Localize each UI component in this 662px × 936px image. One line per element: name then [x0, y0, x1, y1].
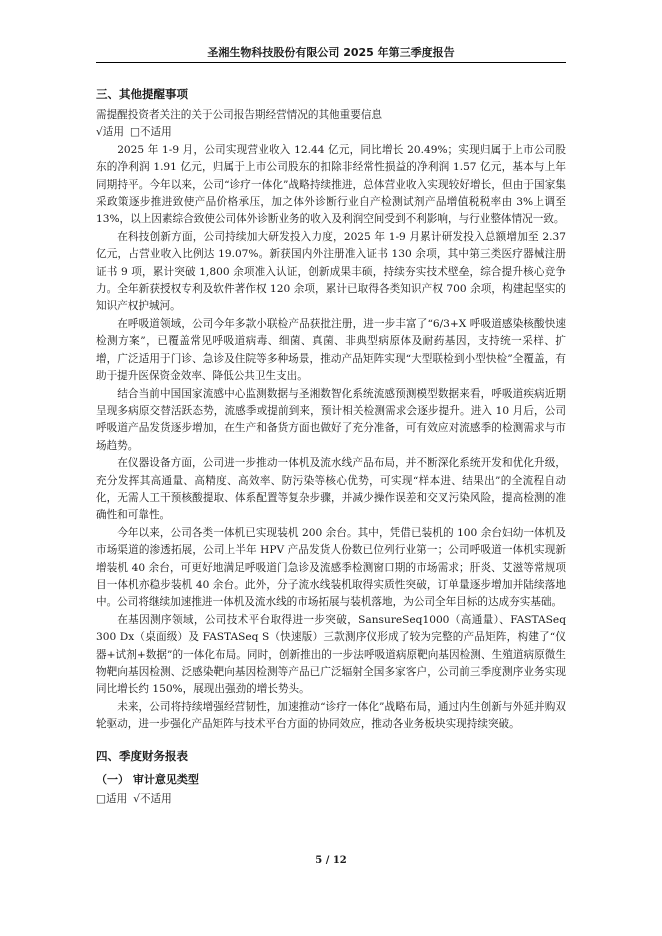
paragraph: 今年以来，公司各类一体机已实现装机 200 余台。其中，凭借已装机的 100 余台妇幼一体机及市场渠道的渗透拓展，公司上半年 HPV 产品发货人份数已位列行业第一；公司呼吸道一体机实现新增装机 40 余台，可更好地满足呼吸道门急诊及流感季检测窗口期的市场需求；肝炎、艾滋等常规项目一体机亦稳步装机 40 余台。此外，分子流水线装机取得实质性突破，订单量逐步增加并陆续落地中。公司将继续加速推进一体机及流水线的市场拓展与装机落地，为公司全年目标的达成夯实基础。: [96, 526, 566, 609]
section-3-applicability: [96, 124, 566, 141]
section-3-title: 三、其他提醒事项: [96, 87, 188, 101]
applicable-option: √适用: [96, 126, 124, 139]
audit-opinion-applicability: [96, 791, 566, 808]
paragraph: 结合当前中国国家流感中心监测数据与圣湘数智化系统流感预测模型数据来看，呼吸道疾病近期呈现多病原交替活跃态势，流感季或提前到来，预计相关检测需求会逐步提升。进入 10 月后，公司呼吸道产品发货逐步增加，在生产和备货方面也做好了充分准备，可有效应对流感季的检测需求与市场趋势。: [96, 387, 566, 452]
audit-opinion-subtitle: （一） 审计意见类型: [96, 772, 199, 786]
paragraph: 在仪器设备方面，公司进一步推动一体机及流水线产品布局，并不断深化系统开发和优化升级，充分发挥其高通量、高精度、高效率、防污染等核心优势，可实现“样本进、结果出”的全流程自动化，无需人工干预核酸提取、体系配置等复杂步骤，并减少操作误差和交叉污染风险，提高检测的准确性和可靠性。: [96, 457, 566, 522]
paragraph: 未来，公司将持续增强经营韧性，加速推动“诊疗一体化”战略布局，通过内生创新与外延并购双轮驱动，进一步强化产品矩阵与技术平台方面的协同效应，推动各业务板块实现持续突破。: [96, 700, 566, 731]
section-3-note: 需提醒投资者关注的关于公司报告期经营情况的其他重要信息: [96, 109, 383, 121]
section-4-title: 四、季度财务报表: [96, 748, 188, 763]
page-content: [96, 86, 566, 808]
header-divider: [96, 62, 566, 63]
report-header-title: 圣湘生物科技股份有限公司 2025 年第三季度报告: [207, 46, 455, 59]
applicable-option: □适用: [96, 792, 128, 805]
paragraph: 在呼吸道领域，公司今年多款小联检产品获批注册，进一步丰富了“6/3+X 呼吸道感染核酸快速检测方案”，已覆盖常见呼吸道病毒、细菌、真菌、非典型病原体及耐药基因，支持统一采样、扩增，广泛适用于门诊、急诊及住院等多种场景，推动产品矩阵实现“大型联检到小型快检”全覆盖，有助于提升医保资金效率、降低公共卫生支出。: [96, 317, 566, 383]
paragraph: 在基因测序领域，公司技术平台取得进一步突破，SansureSeq1000（高通量）、FASTASeq 300 Dx（桌面级）及 FASTASeq S（快速版）三款测序仪形成了较为完整的产品矩阵，构建了“仪器+试剂+数据”的一体化布局。同时，创新推出的一步法呼吸道病原靶向基因检测、生殖道病原微生物靶向基因检测、泛感染靶向基因检测等产品已广泛辐射全国多家客户，公司前三季度测序业务实现同比增长约 150%，展现出强劲的增长势头。: [96, 613, 566, 696]
not-applicable-option: □不适用: [129, 126, 172, 139]
not-applicable-option: √不适用: [133, 792, 172, 805]
page-number: 5 / 12: [315, 855, 347, 866]
paragraph: 在科技创新方面，公司持续加大研发投入力度，2025 年 1-9 月累计研发投入总额增加至 2.37 亿元，占营业收入比例达 19.07%。新获国内外注册准入证书 130 余项，其中第三类医疗器械注册证书 9 项，累计突破 1,800 余项准入认证，创新成果丰硕，持续夯实技术壁垒，综合提升核心竞争力。全年新获授权专利及软件著作权 120 余项，累计已取得各类知识产权 700 余项，构建起坚实的知识产权护城河。: [96, 230, 566, 313]
paragraph: 2025 年 1-9 月，公司实现营业收入 12.44 亿元，同比增长 20.49%；实现归属于上市公司股东的净利润 1.91 亿元，归属于上市公司股东的扣除非经常性损益的净利润 1.57 亿元，基本与上年同期持平。今年以来，公司“诊疗一体化”战略持续推进，总体营业收入实现较好增长，但由于国家集采政策逐步推进致使产品价格承压，加之体外诊断行业自产检测试剂产品增值税税率由 3%上调至 13%，以上因素综合致使公司体外诊断业务的收入及利润空间受到不利影响，与行业整体情况一致。: [96, 143, 566, 226]
